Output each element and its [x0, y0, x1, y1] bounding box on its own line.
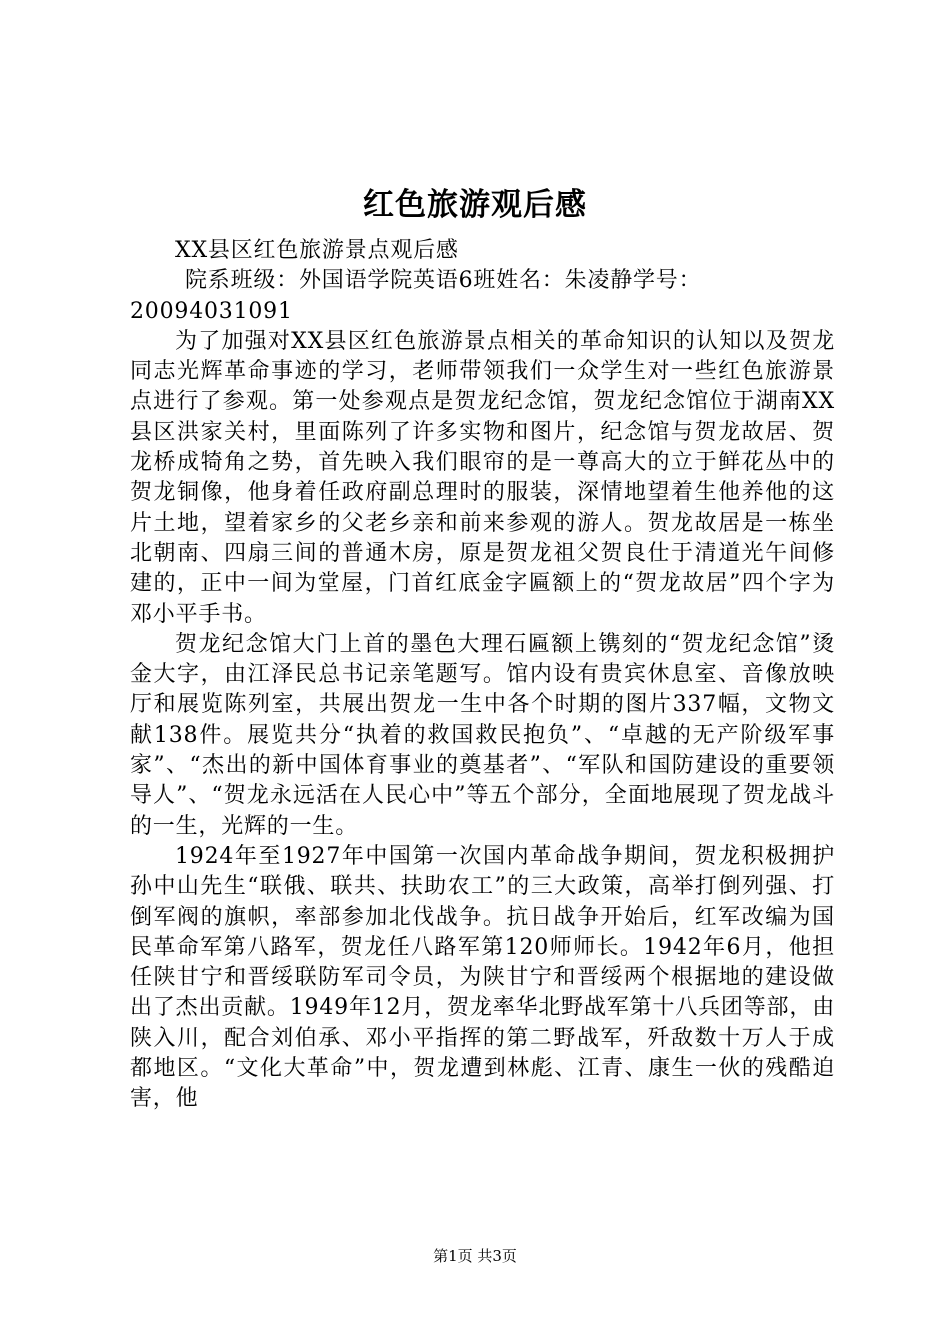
document-subtitle: XX县区红色旅游景点观后感	[175, 238, 459, 263]
paragraph-3: 1924年至1927年中国第一次国内革命战争期间，贺龙积极拥护孙中山先生“联俄、联共、扶助农工”的三大政策，高举打倒列强、打倒军阀的旗帜，率部参加北伐战争。抗日战争开始后，红军改编为国民革命军第八路军，贺龙任八路军第120师师长。1942年6月，他担任陕甘宁和晋绥联防军司令员，为陕甘宁和晋绥两个根据地的建设做出了杰出贡献。1949年12月，贺龙率华北野战军第十八兵团等部，由陕入川，配合刘伯承、邓小平指挥的第二野战军，歼敌数十万人于成都地区。“文化大革命”中，贺龙遭到林彪、江青、康生一伙的残酷迫害，他	[130, 843, 835, 1112]
paragraph-2: 贺龙纪念馆大门上首的墨色大理石匾额上镌刻的“贺龙纪念馆”烫金大字，由江泽民总书记亲笔题写。馆内设有贵宾休息室、音像放映厅和展览陈列室，共展出贺龙一生中各个时期的图片337幅，文物文献138件。展览共分“执着的救国救民抱负”、“卓越的无产阶级军事家”、“杰出的新中国体育事业的奠基者”、“军队和国防建设的重要领导人”、“贺龙永远活在人民心中”等五个部分，全面地展现了贺龙战斗的一生，光辉的一生。	[130, 631, 835, 839]
document-title: 红色旅游观后感	[363, 187, 587, 223]
student-id: 20094031091	[130, 298, 293, 324]
paragraph-1: 为了加强对XX县区红色旅游景点相关的革命知识的认知以及贺龙同志光辉革命事迹的学习，老师带领我们一众学生对一些红色旅游景点进行了参观。第一处参观点是贺龙纪念馆，贺龙纪念馆位于湖南XX县区洪家关村，里面陈列了许多实物和图片，纪念馆与贺龙故居、贺龙桥成犄角之势，首先映入我们眼帘的是一尊高大的立于鲜花丛中的贺龙铜像，他身着任政府副总理时的服装，深情地望着生他养他的这片土地，望着家乡的父老乡亲和前来参观的游人。贺龙故居是一栋坐北朝南、四扇三间的普通木房，原是贺龙祖父贺良仕于清道光午间修建的，正中一间为堂屋，门首红底金字匾额上的“贺龙故居”四个字为邓小平手书。	[130, 328, 835, 627]
page-number-footer: 第1页 共3页	[433, 1247, 517, 1265]
author-info-line: 院系班级：外国语学院英语6班姓名：朱凌静学号：	[185, 268, 702, 294]
document-body	[130, 236, 835, 1115]
